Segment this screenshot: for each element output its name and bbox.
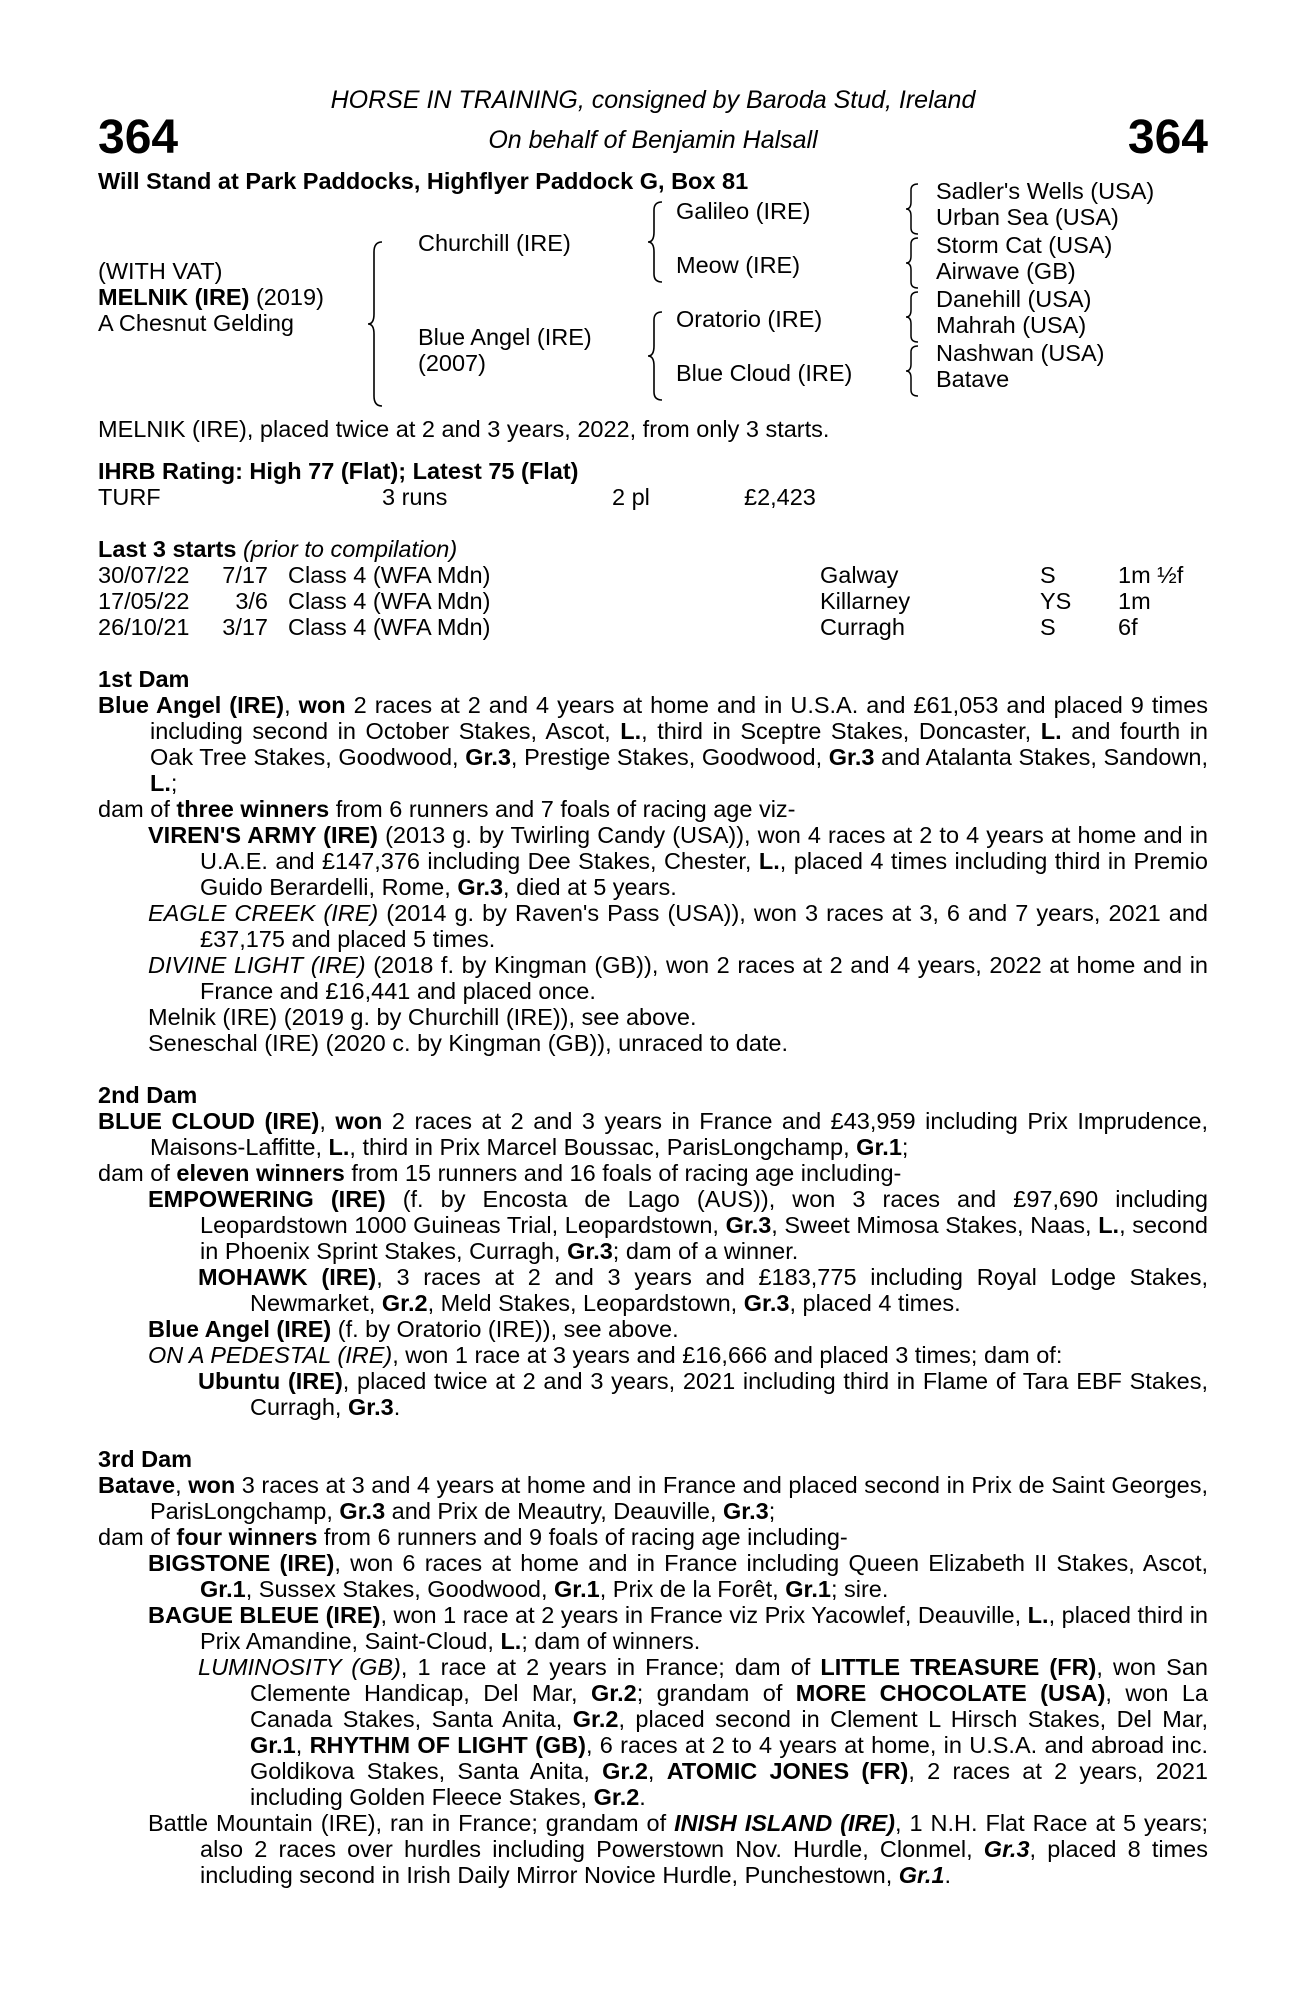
sire: Churchill (IRE) [418,230,571,256]
horse-name-line [98,284,324,310]
produce-entry: Ubuntu (IRE), placed twice at 2 and 3 years, 2021 including third in Flame of Tara EBF Stakes, Curragh, Gr.3. [198,1368,1208,1420]
produce-intro: dam of four winners from 6 runners and 9 foals of racing age including- [98,1524,848,1550]
table-row [98,588,1208,614]
last-starts-note: (prior to compilation) [242,536,458,562]
start-course: Killarney [820,588,911,614]
start-going: YS [1040,588,1072,614]
first-dam-section [98,666,1208,1056]
runs-row [98,484,1208,510]
dam-sire: Oratorio (IRE) [676,306,823,332]
vat-label: (WITH VAT) [98,258,223,284]
section-title: 2nd Dam [98,1082,198,1108]
produce-entry: EMPOWERING (IRE) (f. by Encosta de Lago (AUS)), won 3 races and £97,690 including Leopardstown 1000 Guineas Trial, Leopardstown, Gr.3, Sweet Mimosa Stakes, Naas, L., second in Phoenix Sprint Stakes, Curragh, Gr.3; dam of a winner. [148,1186,1209,1264]
last-starts-title [98,536,1208,562]
section-title: 3rd Dam [98,1446,193,1472]
start-course: Curragh [820,614,905,640]
surface: TURF [98,484,161,510]
produce-intro: dam of three winners from 6 runners and 7 foals of racing age viz- [98,796,796,822]
pedigree-g8: Batave [936,366,1010,392]
dam: Blue Angel (IRE) [418,324,592,350]
rating-title: IHRB Rating: High 77 (Flat); Latest 75 (Flat) [98,458,579,484]
pedigree-g2: Urban Sea (USA) [936,204,1119,230]
brace-2b [646,310,666,402]
dam-dam: Blue Cloud (IRE) [676,360,853,386]
produce-entry: BIGSTONE (IRE), won 6 races at home and in France including Queen Elizabeth II Stakes, Ascot, Gr.1, Sussex Stakes, Goodwood, Gr.1, Prix de la Forêt, Gr.1; sire. [148,1550,1208,1602]
dam-record: BLUE CLOUD (IRE), won 2 races at 2 and 3 years in France and £43,959 including Prix Imprudence, Maisons-Laffitte, L., third in Prix Marcel Boussac, ParisLongchamp, Gr.1; [98,1108,1208,1160]
table-row [98,614,1208,640]
start-distance: 6f [1118,614,1138,640]
last-starts-heading: Last 3 starts [98,536,237,562]
earnings: £2,423 [744,484,816,510]
produce-entry: VIREN'S ARMY (IRE) (2013 g. by Twirling Candy (USA)), won 4 races at 2 to 4 years at home and in U.A.E. and £147,376 including Dee Stakes, Chester, L., placed 4 times including third in Premio Guido Berardelli, Rome, Gr.3, died at 5 years. [148,822,1208,900]
start-race: Class 4 (WFA Mdn) [288,562,491,588]
lot-number-right: 364 [1127,111,1208,164]
start-distance: 1m ½f [1118,562,1184,588]
catalogue-page [98,84,1208,1888]
table-row [98,562,1208,588]
produce-entry: Seneschal (IRE) (2020 c. by Kingman (GB)), unraced to date. [148,1030,789,1056]
brace-3d [904,344,922,398]
summary: MELNIK (IRE), placed twice at 2 and 3 years, 2022, from only 3 starts. [98,416,830,442]
stand-line: Will Stand at Park Paddocks, Highflyer Paddock G, Box 81 [98,168,749,194]
produce-entry: BAGUE BLEUE (IRE), won 1 race at 2 years in France viz Prix Yacowlef, Deauville, L., placed third in Prix Amandine, Saint-Cloud, L.; dam of winners. [148,1602,1208,1654]
produce-entry: DIVINE LIGHT (IRE) (2018 f. by Kingman (GB)), won 2 races at 2 and 4 years, 2022 at home and in France and £16,441 and placed once. [148,952,1209,1004]
brace-1 [366,240,386,408]
horse-name: MELNIK (IRE) [98,284,250,310]
lot-number-left: 364 [98,111,179,164]
start-date: 26/10/21 [98,614,190,640]
start-race: Class 4 (WFA Mdn) [288,614,491,640]
produce-intro: dam of eleven winners from 15 runners and 16 foals of racing age including- [98,1160,902,1186]
pedigree-g4: Airwave (GB) [936,258,1076,284]
pedigree-g5: Danehill (USA) [936,286,1092,312]
horse-description: A Chesnut Gelding [98,310,294,336]
start-going: S [1040,614,1056,640]
produce-entry: MOHAWK (IRE), 3 races at 2 and 3 years and £183,775 including Royal Lodge Stakes, Newmarket, Gr.2, Meld Stakes, Leopardstown, Gr.3, placed 4 times. [198,1264,1208,1316]
start-date: 17/05/22 [98,588,190,614]
produce-entry: Melnik (IRE) (2019 g. by Churchill (IRE)), see above. [148,1004,697,1030]
start-race: Class 4 (WFA Mdn) [288,588,491,614]
pedigree-g6: Mahrah (USA) [936,312,1087,338]
start-going: S [1040,562,1056,588]
header [98,84,1208,166]
produce-entry: ON A PEDESTAL (IRE), won 1 race at 3 years and £16,666 and placed 3 times; dam of: [148,1342,1063,1368]
brace-3b [904,236,922,290]
start-position: 3/6 [235,588,268,614]
produce-entry: Blue Angel (IRE) (f. by Oratorio (IRE)), see above. [148,1316,679,1342]
pedigree-g3: Storm Cat (USA) [936,232,1113,258]
start-position: 3/17 [222,614,268,640]
brace-3a [904,182,922,236]
start-distance: 1m [1118,588,1151,614]
third-dam-section [98,1446,1208,1888]
dam-record: Batave, won 3 races at 3 and 4 years at home and in France and placed second in Prix de Saint Georges, ParisLongchamp, Gr.3 and Prix de Meautry, Deauville, Gr.3; [98,1472,1208,1524]
brace-2a [646,200,666,284]
brace-3c [904,290,922,344]
consignor-line: HORSE IN TRAINING, consigned by Baroda Stud, Ireland [330,86,976,114]
behalf-line: On behalf of Benjamin Halsall [488,126,818,154]
start-date: 30/07/22 [98,562,190,588]
dam-record: Blue Angel (IRE), won 2 races at 2 and 4 years at home and in U.S.A. and £61,053 and placed 9 times including second in October Stakes, Ascot, L., third in Sceptre Stakes, Doncaster, L. and fourth in Oak Tree Stakes, Goodwood, Gr.3, Prestige Stakes, Goodwood, Gr.3 and Atalanta Stakes, Sandown, L.; [98,692,1209,796]
sire-sire: Galileo (IRE) [676,198,811,224]
placed: 2 pl [612,484,650,510]
produce-entry: LUMINOSITY (GB), 1 race at 2 years in France; dam of LITTLE TREASURE (FR), won San Clemente Handicap, Del Mar, Gr.2; grandam of MORE CHOCOLATE (USA), won La Canada Stakes, Santa Anita, Gr.2, placed second in Clement L Hirsch Stakes, Del Mar, Gr.1, RHYTHM OF LIGHT (GB), 6 races at 2 to 4 years at home, in U.S.A. and abroad inc. Goldikova Stakes, Santa Anita, Gr.2, ATOMIC JONES (FR), 2 races at 2 years, 2021 including Golden Fleece Stakes, Gr.2. [198,1654,1208,1810]
second-dam-section [98,1082,1208,1420]
dam-year: (2007) [418,350,486,376]
sire-dam: Meow (IRE) [676,252,801,278]
produce-entry: EAGLE CREEK (IRE) (2014 g. by Raven's Pass (USA)), won 3 races at 3, 6 and 7 years, 2021 and £37,175 and placed 5 times. [148,900,1208,952]
start-position: 7/17 [222,562,268,588]
last-starts-table [98,562,1208,640]
pedigree-g1: Sadler's Wells (USA) [936,178,1155,204]
section-title: 1st Dam [98,666,190,692]
produce-entry: Battle Mountain (IRE), ran in France; grandam of INISH ISLAND (IRE), 1 N.H. Flat Race at 5 years; also 2 races over hurdles including Powerstown Nov. Hurdle, Clonmel, Gr.3, placed 8 times including second in Irish Daily Mirror Novice Hurdle, Punchestown, Gr.1. [148,1810,1209,1888]
runs: 3 runs [382,484,448,510]
pedigree-g7: Nashwan (USA) [936,340,1105,366]
horse-year: (2019) [255,284,324,310]
start-course: Galway [820,562,899,588]
